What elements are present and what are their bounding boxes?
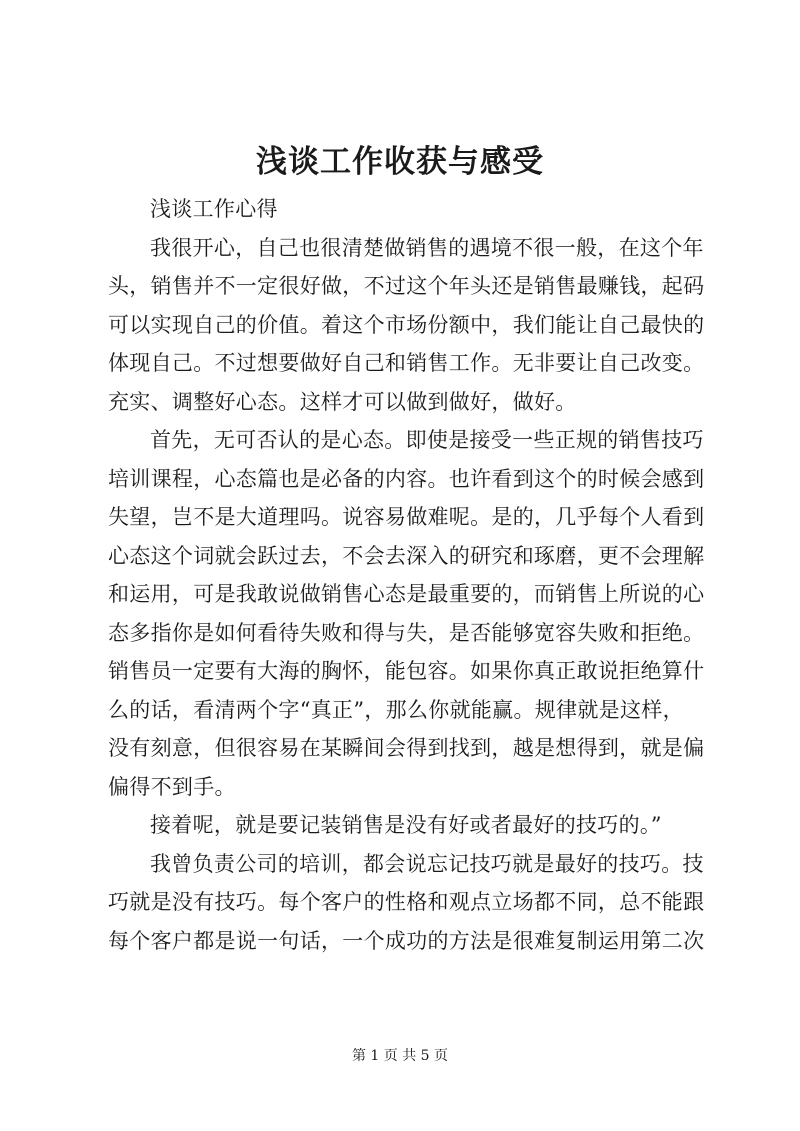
text-line: 我很开心，自己也很清楚做销售的遇境不很一般，在这个年 [150,235,704,260]
text-line: 浅谈工作心得 [150,197,278,221]
text-line: 么的话，看清两个字“真正”，那么你就能赢。规律就是这样， [108,697,684,722]
text-line: 每个客户都是说一句话，一个成功的方法是很难复制运用第二次 [108,928,705,953]
paragraph [108,806,708,845]
text-line: 没有刻意，但很容易在某瞬间会得到找到，越是想得到，就是偏 [108,736,705,760]
text-line: 首先，无可否认的是心态。即使是接受一些正规的销售技巧 [150,428,704,452]
text-line: 和运用，可是我敢说做销售心态是最重要的，而销售上所说的心 [108,582,705,606]
page-footer: 第 1 页 共 5 页 [351,1048,449,1064]
text-line: 可以实现自己的价值。着这个市场份额中，我们能让自己最快的 [108,312,705,337]
text-line: 态多指你是如何看待失败和得与失，是否能够宽容失败和拒绝。 [108,620,705,645]
text-line: 巧就是没有技巧。每个客户的性格和观点立场都不同，总不能跟 [108,890,705,914]
document-body [108,190,708,960]
text-line: 失望，岂不是大道理吗。说容易做难呢。是的，几乎每个人看到 [108,505,705,529]
text-line: 接着呢，就是要记装销售是没有好或者最好的技巧的。” [150,813,662,837]
paragraph [108,421,708,806]
paragraph [108,845,708,961]
paragraph [108,229,708,422]
document-title: 浅谈工作收获与感受 [256,144,544,180]
text-line: 心态这个词就会跃过去，不会去深入的研究和琢磨，更不会理解 [108,543,705,568]
text-line: 培训课程，心态篇也是必备的内容。也许看到这个的时候会感到 [108,466,705,491]
text-line: 销售员一定要有大海的胸怀，能包容。如果你真正敢说拒绝算什 [108,659,705,683]
text-line: 体现自己。不过想要做好自己和销售工作。无非要让自己改变。 [108,351,705,375]
text-line: 我曾负责公司的培训，都会说忘记技巧就是最好的技巧。技 [150,851,704,876]
text-line: 偏得不到手。 [108,774,236,799]
text-line: 头，销售并不一定很好做，不过这个年头还是销售最赚钱，起码 [108,274,705,298]
paragraph-subtitle [108,190,708,229]
text-line: 充实、调整好心态。这样才可以做到做好，做好。 [108,389,577,414]
